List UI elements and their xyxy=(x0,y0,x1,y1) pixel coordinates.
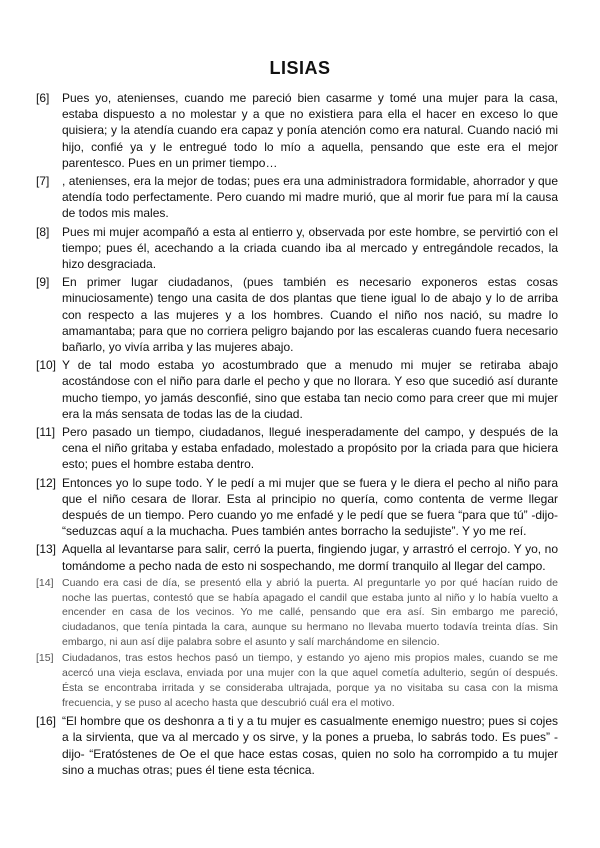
paragraph-text: Aquella al levantarse para salir, cerró la puerta, fingiendo jugar, y arrastró el cerrojo. Y yo, no tomándome a pecho nada de esto ni sospechando, me dormí tranquilo al llegar del campo. xyxy=(62,542,558,573)
paragraph-number: [14] xyxy=(36,576,54,589)
paragraph xyxy=(36,357,558,422)
paragraph-number: [6] xyxy=(36,91,50,105)
paragraph-number: [15] xyxy=(36,652,54,665)
paragraph-text: Y de tal modo estaba yo acostumbrado que a menudo mi mujer se retiraba abajo acostándose con el niño para darle el pecho y que no llorara. Y eso que sucedió así durante mucho tiempo, yo jamás desconfié, sino que estaba tan necio como para creer que mi mujer era la más sensata de todas las de la ciudad. xyxy=(62,358,558,421)
paragraph-text: Cuando era casi de día, se presentó ella y abrió la puerta. Al preguntarle yo por qué hacían ruido de noche las puertas, contestó que se había apagado el candil que estaba junto al niño y lo había vuelto a encender en casa de los vecinos. Yo me callé, pensando que era así. Sin embargo me pareció, ciudadanos, que tenía pintada la cara, aunque su hermano no llevaba muerto todavía treinta días. Sin embargo, ni aun así dije palabra sobre el asunto y salí marchándome en silencio. xyxy=(62,576,558,648)
paragraph-text: Pues mi mujer acompañó a esta al entierro y, observada por este hombre, se pervirtió con el tiempo; pues él, acechando a la criada cuando iba al mercado y entregándole recados, la hizo desgraciada. xyxy=(62,224,558,272)
paragraph-text: Pero pasado un tiempo, ciudadanos, llegué inesperadamente del campo, y después de la cena el niño gritaba y estaba enfadado, molestado a propósito por la criada para que hiciera esto; pues el hombre estaba dentro. xyxy=(62,425,558,472)
paragraph xyxy=(36,224,558,273)
paragraph-number: [10] xyxy=(36,358,57,373)
paragraph-number: [13] xyxy=(36,542,57,557)
paragraph xyxy=(36,90,558,171)
paragraph-text: En primer lugar ciudadanos, (pues también es necesario exponeros estas cosas minuciosamente) tengo una casita de dos plantas que tiene igual lo de abajo y lo de arriba con respecto a las mujeres y a los hombres. Cuando el niño nos nació, su madre lo amamantaba; para que no corriera peligro bajando por las escaleras cuando fuera necesario bañarlo, yo vivía arriba y las mujeres abajo. xyxy=(62,275,558,355)
paragraph xyxy=(36,541,558,573)
paragraph-text: Ciudadanos, tras estos hechos pasó un tiempo, y estando yo ajeno mis propios males, cuando se me acercó una vieja esclava, enviada por una mujer con la que aquel cometía adulterio, según oí después. Ésta se encontraba irritada y se consideraba ultrajada, porque ya no visitaba su casa con la misma frecuencia, y se puso al acecho hasta que descubrió cuál era el motivo. xyxy=(62,652,558,709)
paragraph xyxy=(36,173,558,222)
paragraph xyxy=(36,475,558,540)
paragraph-number: [8] xyxy=(36,224,50,239)
paragraph xyxy=(36,713,558,778)
paragraph-number: [16] xyxy=(36,714,57,729)
document-title: LISIAS xyxy=(269,58,331,78)
paragraph-text: , atenienses, era la mejor de todas; pues era una administradora formidable, ahorrador y que atendía todo perfectamente. Pero cuando mi madre murió, que al morir fue para mí la causa de todos mis males. xyxy=(62,174,558,221)
paragraph-number: [7] xyxy=(36,174,50,189)
paragraph xyxy=(36,424,558,473)
paragraph xyxy=(36,651,558,710)
paragraph-text: Pues yo, atenienses, cuando me pareció bien casarme y tomé una mujer para la casa, estaba dispuesto a no molestar y a que no existiera para ella el hacer en exceso lo que quisiera; y la atendía cuando era capaz y ponía atención como era natural. Cuando nació mi hijo, confié ya y le entregué todo lo mío a aquella, pensando que este era el mejor parentesco. Pues en un primer tiempo… xyxy=(62,91,558,170)
paragraph xyxy=(36,576,558,650)
paragraph-text: Entonces yo lo supe todo. Y le pedí a mi mujer que se fuera y le diera el pecho al niño para que el niño cesara de llorar. Esta al principio no quería, como contenta de verme llegar después de un tiempo. Pero cuando yo me enfadé y le pedí que se fuera “para que tú” -dijo- “seduzcas aquí a la muchacha. Pues también antes borracho la sedujiste”. Y yo me reí. xyxy=(62,475,558,539)
paragraph-number: [12] xyxy=(36,475,57,490)
paragraph xyxy=(36,274,558,355)
paragraph-list xyxy=(36,90,558,778)
paragraph-number: [11] xyxy=(36,425,56,440)
paragraph-number: [9] xyxy=(36,275,50,290)
paragraph-text: “El hombre que os deshonra a ti y a tu mujer es casualmente enemigo nuestro; pues si cojes a la sirvienta, que va al mercado y os sirve, y la pones a prueba, lo sabrás todo. Es pues” -dijo- “Eratóstenes de Oe el que hace estas cosas, quien no solo ha corrompido a tu mujer sino a muchas otras; pues él tiene esta técnica. xyxy=(62,714,558,777)
